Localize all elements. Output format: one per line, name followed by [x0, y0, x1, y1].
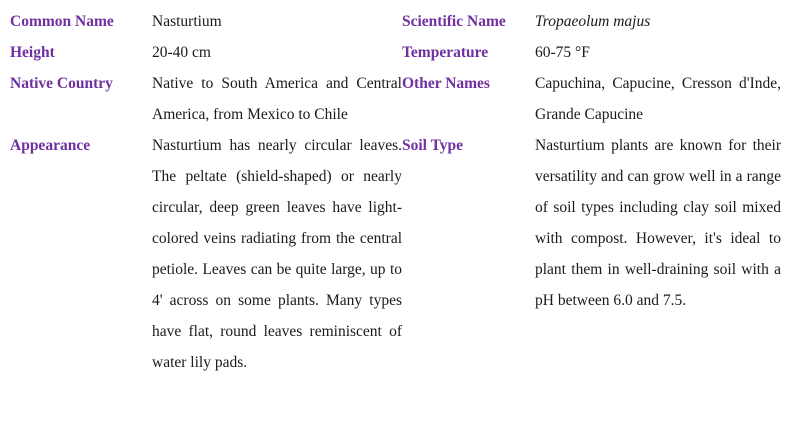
height-value: 20-40 cm	[152, 44, 211, 61]
temperature-label: Temperature	[402, 44, 489, 61]
common-name-value: Nasturtium	[152, 13, 222, 30]
other-names-label: Other Names	[402, 75, 490, 92]
table-row-native-country	[0, 68, 791, 130]
table-row-appearance	[0, 130, 791, 378]
table-row-height	[0, 37, 791, 68]
scientific-name-label: Scientific Name	[402, 13, 506, 30]
appearance-value: Nasturtium has nearly circular leaves. The peltate (shield-shaped) or nearly circular, deep green leaves have light-colored veins radiating from the central petiole. Leaves can be quite large, up to 4' across on some plants. Many types have flat, round leaves reminiscent of water lily pads.	[152, 137, 402, 371]
appearance-label: Appearance	[10, 137, 91, 154]
soil-type-value: Nasturtium plants are known for their versatility and can grow well in a range of soil types including clay soil mixed with compost. However, it's ideal to plant them in well-draining soil with a pH between 6.0 and 7.5.	[535, 137, 781, 309]
other-names-value: Capuchina, Capucine, Cresson d'Inde, Grande Capucine	[535, 75, 781, 123]
table-row-common-name	[0, 6, 791, 37]
native-country-value: Native to South America and Central America, from Mexico to Chile	[152, 75, 402, 123]
native-country-label: Native Country	[10, 75, 113, 92]
plant-info-table	[0, 6, 791, 378]
temperature-value: 60-75 °F	[535, 44, 590, 61]
common-name-label: Common Name	[10, 13, 114, 30]
height-label: Height	[10, 44, 55, 61]
scientific-name-value: Tropaeolum majus	[535, 13, 651, 30]
soil-type-label: Soil Type	[402, 137, 464, 154]
